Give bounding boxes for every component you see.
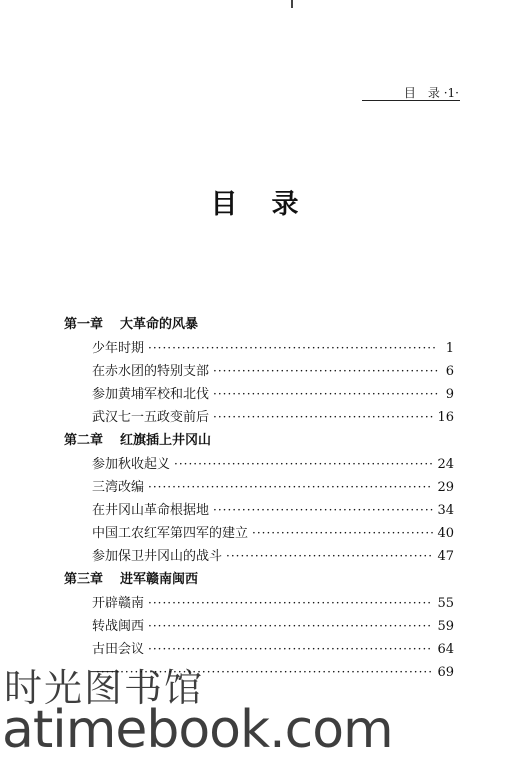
- chapter-number: 第二章: [64, 433, 104, 448]
- dot-leader: [148, 592, 433, 615]
- watermark-site-name: 时光图书馆: [4, 666, 205, 710]
- toc-entry[interactable]: [64, 337, 454, 360]
- page-top-mark: [291, 0, 293, 8]
- entry-title: 武汉七一五政变前后: [92, 410, 210, 425]
- entry-title: 参加黄埔军校和北伐: [92, 387, 210, 402]
- entry-page-number: 24: [437, 457, 454, 472]
- entry-title: 在井冈山革命根据地: [92, 503, 210, 518]
- dot-leader: [213, 499, 433, 522]
- toc-entry[interactable]: [64, 522, 454, 545]
- chapter-heading: [64, 429, 454, 453]
- entry-title: 参加保卫井冈山的战斗: [92, 549, 223, 564]
- dot-leader: [252, 522, 433, 545]
- chapter-heading: [64, 313, 454, 337]
- dot-leader: [213, 383, 438, 406]
- chapter-title: 红旗插上井冈山: [120, 433, 212, 448]
- toc-entry[interactable]: [64, 592, 454, 615]
- chapter-heading: [64, 568, 454, 592]
- toc-entry[interactable]: [64, 499, 454, 522]
- chapter-title: 进军赣南闽西: [120, 572, 199, 587]
- entry-page-number: 47: [437, 549, 454, 564]
- entry-page-number: 40: [437, 526, 454, 541]
- dot-leader: [148, 476, 433, 499]
- toc-entry[interactable]: [64, 615, 454, 638]
- running-header: 目 录 ·1·: [403, 86, 459, 100]
- entry-page-number: 34: [437, 503, 454, 518]
- entry-title: 三湾改编: [92, 480, 145, 495]
- dot-leader: [148, 615, 433, 638]
- toc-entry[interactable]: [64, 360, 454, 383]
- chapter-number: 第三章: [64, 572, 104, 587]
- chapter-section: [64, 313, 454, 429]
- toc-entry[interactable]: [64, 383, 454, 406]
- entry-title: 开辟赣南: [92, 596, 145, 611]
- entry-title: 少年时期: [92, 341, 145, 356]
- entry-page-number: 69: [437, 665, 454, 680]
- toc-entry[interactable]: [64, 453, 454, 476]
- entry-page-number: 64: [437, 642, 454, 657]
- chapter-number: 第一章: [64, 317, 104, 332]
- watermark-url: atimebook.com: [2, 700, 393, 760]
- entry-page-number: 6: [445, 364, 454, 379]
- entry-page-number: 55: [437, 596, 454, 611]
- entry-page-number: 9: [445, 387, 454, 402]
- entry-title: 古田会议: [92, 642, 145, 657]
- chapter-section: [64, 429, 454, 568]
- dot-leader: [213, 360, 438, 383]
- toc-entry[interactable]: [64, 476, 454, 499]
- dot-leader: [213, 406, 433, 429]
- dot-leader: [174, 453, 433, 476]
- toc-entry[interactable]: [64, 545, 454, 568]
- entry-page-number: 29: [437, 480, 454, 495]
- entry-title: 中国工农红军第四军的建立: [92, 526, 249, 541]
- entry-title: 在赤水团的特别支部: [92, 364, 210, 379]
- toc-entry[interactable]: [64, 406, 454, 429]
- entry-page-number: 16: [437, 410, 454, 425]
- table-of-contents: [64, 313, 454, 684]
- dot-leader: [148, 337, 438, 360]
- entry-page-number: 1: [445, 341, 454, 356]
- header-rule: [362, 100, 460, 101]
- entry-title: 转战闽西: [92, 619, 145, 634]
- entry-page-number: 59: [437, 619, 454, 634]
- dot-leader: [226, 545, 433, 568]
- page-title: 目录: [210, 189, 333, 220]
- entry-title: 参加秋收起义: [92, 457, 171, 472]
- chapter-title: 大革命的风暴: [120, 317, 199, 332]
